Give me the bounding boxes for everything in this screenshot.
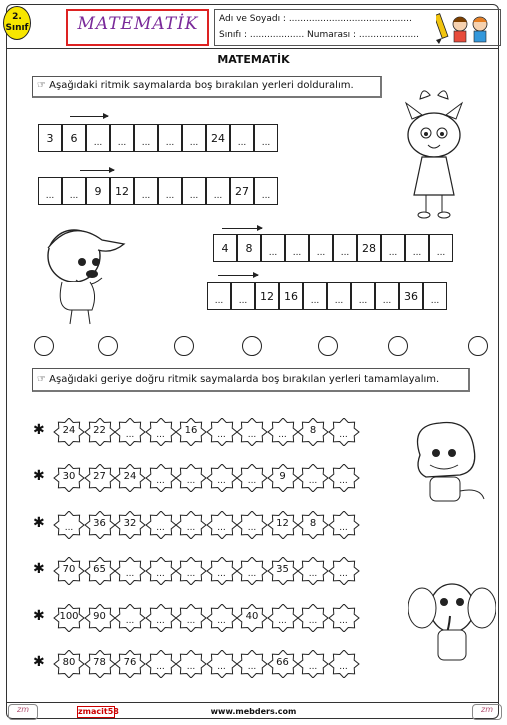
star-cell[interactable] [236, 557, 268, 585]
row-bullet: ✱ [33, 515, 45, 531]
star-cell[interactable] [206, 511, 238, 539]
star-cell[interactable] [114, 511, 146, 539]
count-cell[interactable]: ... [134, 177, 158, 205]
star-cell[interactable] [328, 464, 360, 492]
star-cell[interactable] [328, 418, 360, 446]
count-cell[interactable]: 9 [86, 177, 110, 205]
star-value: 90 [93, 611, 106, 622]
star-value: ... [125, 430, 135, 440]
star-value: ... [247, 569, 257, 579]
star-value: 36 [93, 518, 106, 529]
count-cell[interactable]: ... [423, 282, 447, 310]
count-cell[interactable]: ... [134, 124, 158, 152]
star-cell[interactable] [145, 418, 177, 446]
star-cell[interactable] [236, 511, 268, 539]
footer-right-badge: zm [472, 704, 502, 720]
star-cell[interactable] [175, 511, 207, 539]
elephant-illustration [408, 572, 496, 672]
star-value: ... [339, 476, 348, 486]
star-cell[interactable] [297, 650, 329, 678]
star-cell[interactable] [145, 650, 177, 678]
grade-label: Sınıf [5, 23, 29, 33]
star-cell[interactable] [53, 511, 85, 539]
star-value: ... [247, 523, 257, 533]
star-cell[interactable] [53, 557, 85, 585]
star-cell[interactable] [206, 650, 238, 678]
star-cell[interactable] [297, 511, 329, 539]
star-value: 24 [62, 425, 76, 436]
row-bullet: ✱ [33, 422, 45, 438]
star-value: 40 [245, 611, 259, 622]
star-cell[interactable] [175, 650, 207, 678]
count-cell[interactable]: ... [38, 177, 62, 205]
page-title: MATEMATİK [77, 14, 199, 34]
count-cell[interactable]: 8 [237, 234, 261, 262]
star-value: ... [308, 616, 318, 626]
star-cell[interactable] [267, 511, 299, 539]
star-value: 70 [62, 564, 76, 575]
star-value: ... [339, 569, 348, 579]
count-cell[interactable]: ... [333, 234, 357, 262]
count-cell[interactable]: 3 [38, 124, 62, 152]
count-cell[interactable]: 24 [206, 124, 230, 152]
count-cell[interactable]: 36 [399, 282, 423, 310]
star-value: ... [64, 523, 74, 533]
star-value: ... [339, 430, 348, 440]
star-value: 65 [93, 564, 106, 575]
star-cell[interactable] [267, 464, 299, 492]
count-cell[interactable]: 6 [62, 124, 86, 152]
star-value: ... [217, 662, 226, 672]
star-value: 80 [62, 657, 76, 668]
instruction-1-text: Aşağıdaki ritmik saymalarda boş bırakılan yerleri dolduralım. [49, 80, 354, 91]
star-value: ... [217, 430, 226, 440]
star-value: ... [308, 662, 318, 672]
star-value: 12 [276, 518, 289, 529]
star-value: ... [156, 430, 165, 440]
star-value: ... [156, 616, 165, 626]
star-cell[interactable] [53, 650, 85, 678]
star-value: 35 [276, 564, 289, 575]
count-cell[interactable]: ... [231, 282, 255, 310]
star-cell[interactable] [328, 511, 360, 539]
star-cell[interactable] [206, 604, 238, 632]
star-value: ... [308, 476, 318, 486]
instruction-2-text: Aşağıdaki geriye doğru ritmik saymalarda boş bırakılan yerleri tamamlayalım. [49, 374, 440, 385]
star-cell[interactable] [114, 464, 146, 492]
star-cell[interactable] [145, 511, 177, 539]
count-cell[interactable]: ... [230, 124, 254, 152]
star-cell[interactable] [145, 464, 177, 492]
star-cell[interactable] [175, 557, 207, 585]
count-cell[interactable]: ... [405, 234, 429, 262]
star-value: 8 [309, 425, 317, 436]
star-value: ... [339, 662, 348, 672]
star-cell[interactable] [114, 418, 146, 446]
count-cell[interactable]: 4 [213, 234, 237, 262]
star-value: ... [125, 569, 135, 579]
star-value: 76 [123, 657, 137, 668]
star-cell[interactable] [236, 604, 268, 632]
star-cell[interactable] [328, 650, 360, 678]
count-cell[interactable]: ... [206, 177, 230, 205]
star-value: ... [217, 569, 226, 579]
count-cell[interactable]: ... [327, 282, 351, 310]
hand-pointer-icon: ☞ [37, 80, 46, 91]
star-cell[interactable] [175, 418, 207, 446]
star-value: ... [125, 616, 135, 626]
count-cell[interactable]: 28 [357, 234, 381, 262]
row-bullet: ✱ [33, 468, 45, 484]
star-value: 66 [276, 657, 289, 668]
footer-left-badge: zm [8, 704, 38, 720]
star-cell[interactable] [114, 604, 146, 632]
star-value: 78 [93, 657, 106, 668]
star-value: 8 [309, 518, 317, 529]
hand-pointer-icon: ☞ [37, 374, 46, 385]
star-value: ... [247, 430, 257, 440]
star-value: ... [339, 616, 348, 626]
star-cell[interactable] [328, 557, 360, 585]
star-cell[interactable] [267, 418, 299, 446]
star-cell[interactable] [84, 511, 116, 539]
row-bullet: ✱ [33, 608, 45, 624]
star-cell[interactable] [236, 464, 268, 492]
count-cell[interactable]: ... [207, 282, 231, 310]
count-cell[interactable]: ... [429, 234, 453, 262]
star-cell[interactable] [145, 557, 177, 585]
star-cell[interactable] [175, 464, 207, 492]
star-cell[interactable] [53, 604, 85, 632]
star-cell[interactable] [206, 464, 238, 492]
class-number-field[interactable]: Sınıfı : ................... Numarası : ..................... [219, 30, 420, 40]
count-cell[interactable]: ... [158, 177, 182, 205]
count-cell[interactable]: 16 [279, 282, 303, 310]
star-value: ... [156, 662, 165, 672]
count-cell[interactable]: ... [303, 282, 327, 310]
star-value: 100 [59, 611, 79, 622]
star-cell[interactable] [328, 604, 360, 632]
star-cell[interactable] [297, 604, 329, 632]
star-cell[interactable] [145, 604, 177, 632]
count-cell[interactable]: 12 [110, 177, 134, 205]
star-cell[interactable] [236, 650, 268, 678]
count-cell[interactable]: ... [381, 234, 405, 262]
footer-divider [6, 702, 499, 703]
count-cell[interactable]: ... [261, 234, 285, 262]
star-cell[interactable] [297, 418, 329, 446]
count-cell[interactable]: ... [351, 282, 375, 310]
star-value: 16 [184, 425, 198, 436]
star-value: ... [156, 523, 165, 533]
star-value: 24 [123, 471, 137, 482]
star-value: ... [156, 476, 165, 486]
star-value: ... [186, 616, 196, 626]
star-cell[interactable] [114, 650, 146, 678]
count-cell[interactable]: 27 [230, 177, 254, 205]
star-value: ... [217, 476, 226, 486]
row-bullet: ✱ [33, 561, 45, 577]
star-value: ... [186, 523, 196, 533]
count-cell[interactable]: ... [62, 177, 86, 205]
star-cell[interactable] [53, 418, 85, 446]
star-cell[interactable] [84, 418, 116, 446]
star-value: ... [186, 569, 196, 579]
star-value: 27 [93, 471, 106, 482]
star-cell[interactable] [267, 650, 299, 678]
section-title: MATEMATİK [217, 53, 290, 66]
count-cell[interactable]: ... [309, 234, 333, 262]
lion-illustration [400, 415, 490, 510]
star-value: 30 [62, 471, 76, 482]
star-value: ... [217, 523, 226, 533]
count-cell[interactable]: ... [285, 234, 309, 262]
count-cell[interactable]: ... [254, 177, 278, 205]
count-cell[interactable]: 12 [255, 282, 279, 310]
star-value: ... [339, 523, 348, 533]
footer-code: zmacit58 [78, 707, 119, 716]
star-value: 22 [93, 425, 106, 436]
star-cell[interactable] [206, 418, 238, 446]
star-value: ... [278, 430, 287, 440]
count-cell[interactable]: ... [375, 282, 399, 310]
star-value: 9 [279, 471, 286, 482]
star-cell[interactable] [267, 604, 299, 632]
star-cell[interactable] [114, 557, 146, 585]
star-value: ... [247, 662, 257, 672]
row-bullet: ✱ [33, 654, 45, 670]
star-cell[interactable] [206, 557, 238, 585]
star-cell[interactable] [84, 650, 116, 678]
star-value: ... [278, 616, 287, 626]
star-value: ... [308, 569, 318, 579]
star-value: ... [186, 662, 196, 672]
star-value: ... [156, 569, 165, 579]
star-cell[interactable] [84, 557, 116, 585]
grade-number: 2. [12, 12, 22, 22]
count-cell[interactable]: ... [158, 124, 182, 152]
count-cell[interactable]: ... [110, 124, 134, 152]
star-cell[interactable] [175, 604, 207, 632]
star-cell[interactable] [84, 464, 116, 492]
star-value: ... [247, 476, 257, 486]
count-cell[interactable]: ... [182, 177, 206, 205]
star-value: ... [186, 476, 196, 486]
star-cell[interactable] [267, 557, 299, 585]
count-cell[interactable]: ... [182, 124, 206, 152]
footer-site[interactable]: www.mebders.com [210, 707, 297, 716]
star-value: ... [217, 616, 226, 626]
count-cell[interactable]: ... [86, 124, 110, 152]
star-cell[interactable] [53, 464, 85, 492]
star-cell[interactable] [236, 418, 268, 446]
star-value: 32 [123, 518, 137, 529]
star-cell[interactable] [297, 557, 329, 585]
star-cell[interactable] [297, 464, 329, 492]
name-field[interactable]: Adı ve Soyadı : ........................................... [219, 14, 412, 24]
star-cell[interactable] [84, 604, 116, 632]
count-cell[interactable]: ... [254, 124, 278, 152]
